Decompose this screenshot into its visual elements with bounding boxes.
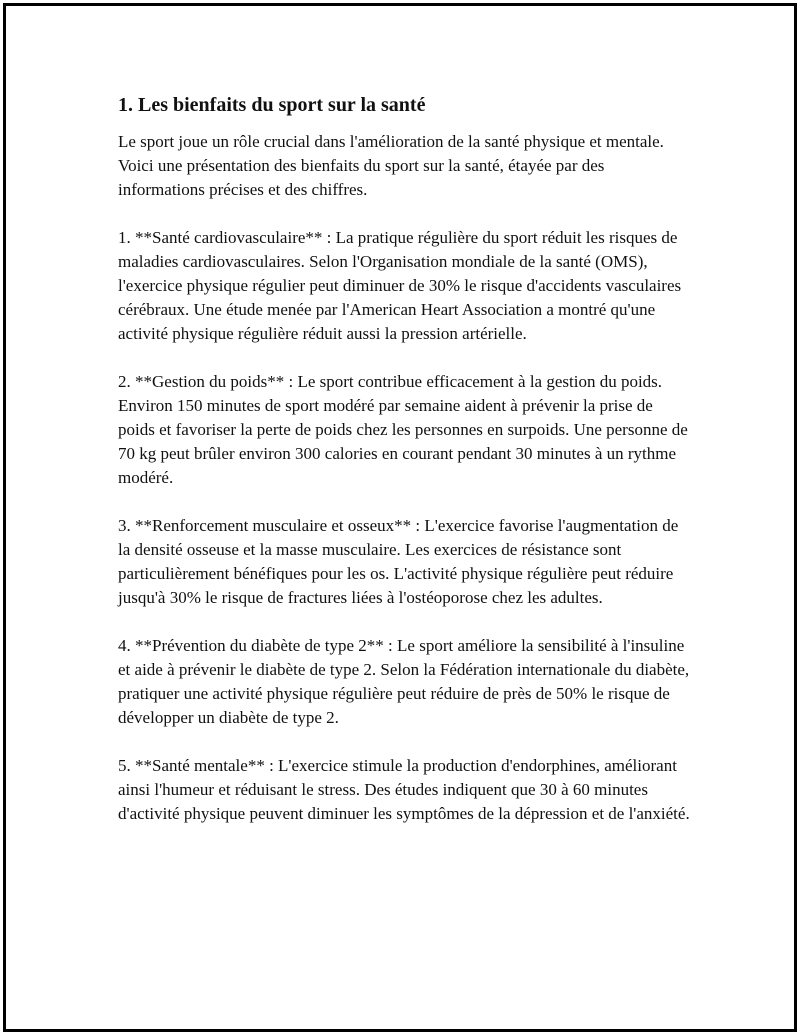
paragraph-cardiovascular-health: 1. **Santé cardiovasculaire** : La pratique régulière du sport réduit les risques de maladies cardiovasculaires. Selon l'Organisation mondiale de la santé (OMS), l'exercice physique régulier peut diminuer de 30% le risque d'accidents vasculaires cérébraux. Une étude menée par l'American Heart Association a montré qu'une activité physique régulière réduit aussi la pression artérielle. [118,228,682,343]
paragraph-muscle-bone-strength: 3. **Renforcement musculaire et osseux** : L'exercice favorise l'augmentation de la densité osseuse et la masse musculaire. Les exercices de résistance sont particulièrement bénéfiques pour les os. L'activité physique régulière peut réduire jusqu'à 30% le risque de fractures liées à l'ostéoporose chez les adultes. [118,516,679,607]
document-body [118,92,690,850]
paragraph-mental-health: 5. **Santé mentale** : L'exercice stimule la production d'endorphines, améliorant ainsi l'humeur et réduisant le stress. Des études indiquent que 30 à 60 minutes d'activité physique peuvent diminuer les symptômes de la dépression et de l'anxiété. [118,756,690,823]
paragraph-weight-management: 2. **Gestion du poids** : Le sport contribue efficacement à la gestion du poids. Environ 150 minutes de sport modéré par semaine aident à prévenir la prise de poids et favoriser la perte de poids chez les personnes en surpoids. Une personne de 70 kg peut brûler environ 300 calories en courant pendant 30 minutes à un rythme modéré. [118,372,688,487]
document-heading: 1. Les bienfaits du sport sur la santé [118,94,426,116]
paragraph-diabetes-prevention: 4. **Prévention du diabète de type 2** : Le sport améliore la sensibilité à l'insuline et aide à prévenir le diabète de type 2. Selon la Fédération internationale du diabète, pratiquer une activité physique régulière peut réduire de près de 50% le risque de développer un diabète de type 2. [118,636,690,727]
intro-paragraph: Le sport joue un rôle crucial dans l'amélioration de la santé physique et mentale. Voici une présentation des bienfaits du sport sur la santé, étayée par des informations précises et des chiffres. [118,132,664,199]
